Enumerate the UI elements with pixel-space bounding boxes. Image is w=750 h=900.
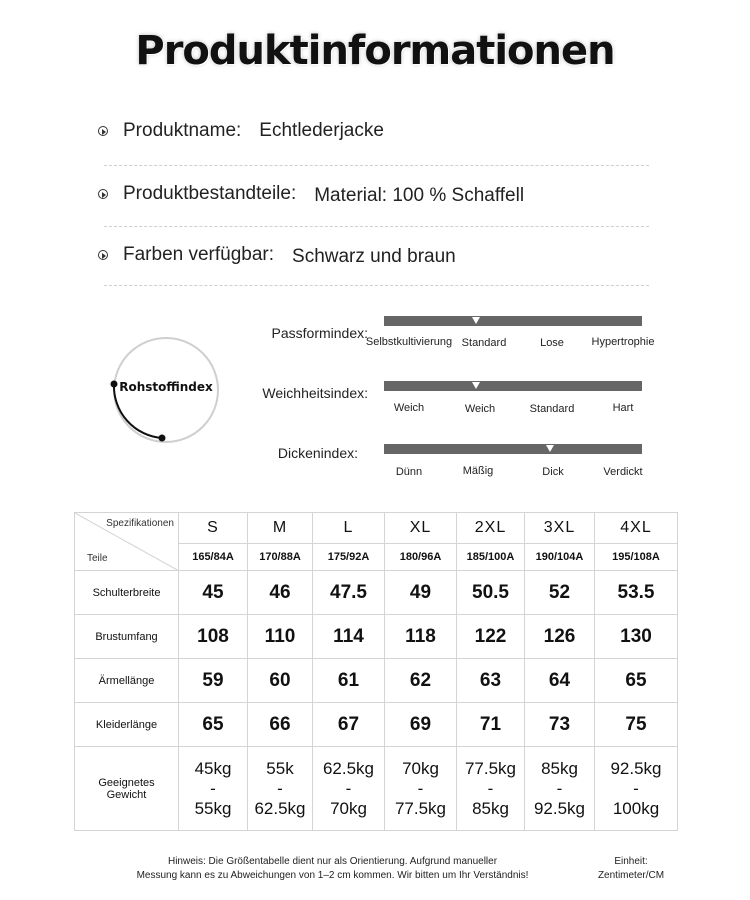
info-value: Material: 100 % Schaffell	[314, 185, 525, 206]
table-row	[75, 659, 678, 703]
table-cell: 69	[385, 703, 457, 747]
size-header: L	[313, 513, 385, 544]
size-note-line: Messung kann es zu Abweichungen von 1–2 cm kommen. Wir bitten um Ihr Verständnis!	[136, 870, 529, 881]
row-label: Kleiderlänge	[75, 703, 179, 747]
body-size-cell: 175/92A	[313, 544, 385, 571]
weight-sep: -	[345, 778, 352, 798]
unit-note-line: Einheit:	[614, 856, 648, 867]
table-cell: 63	[457, 659, 525, 703]
thickness-option: Dick	[542, 466, 564, 478]
weight-from: 55k	[266, 758, 294, 778]
corner-label-spec: Spezifikationen	[106, 518, 174, 529]
softness-option: Weich	[393, 402, 425, 414]
table-cell: 118	[385, 615, 457, 659]
thickness-index-label: Dickenindex:	[277, 445, 358, 461]
table-cell: 62	[385, 659, 457, 703]
table-cell: 65	[179, 703, 248, 747]
table-cell: 73	[525, 703, 595, 747]
table-cell: 108	[179, 615, 248, 659]
raw-index-circle	[108, 332, 218, 442]
table-cell: 59	[179, 659, 248, 703]
weight-cell	[179, 747, 248, 831]
weight-to: 55kg	[194, 798, 232, 818]
divider	[104, 165, 649, 166]
size-header: M	[248, 513, 313, 544]
info-row-product-name	[98, 116, 384, 146]
table-cell: 50.5	[457, 571, 525, 615]
table-cell: 46	[248, 571, 313, 615]
size-header: 2XL	[457, 513, 525, 544]
weight-sep: -	[277, 778, 283, 798]
info-label: Produktname:	[123, 120, 242, 141]
table-cell: 61	[313, 659, 385, 703]
table-row-weight	[75, 747, 678, 831]
table-cell: 71	[457, 703, 525, 747]
table-cell: 110	[248, 615, 313, 659]
table-cell: 122	[457, 615, 525, 659]
size-note-line: Hinweis: Die Größentabelle dient nur als Orientierung. Aufgrund manueller	[167, 856, 498, 867]
table-cell: 65	[595, 659, 678, 703]
selected-marker-icon	[546, 445, 554, 452]
weight-from: 77.5kg	[464, 758, 517, 778]
row-label: Schulterbreite	[75, 571, 179, 615]
weight-from: 85kg	[541, 758, 578, 778]
body-size-cell: 190/104A	[525, 544, 595, 571]
divider	[104, 226, 649, 227]
body-size-cell: 180/96A	[385, 544, 457, 571]
table-cell: 114	[313, 615, 385, 659]
corner-label-parts: Teile	[87, 553, 108, 564]
size-header: 3XL	[525, 513, 595, 544]
softness-option: Weich	[464, 403, 496, 415]
table-cell: 53.5	[595, 571, 678, 615]
thickness-option: Mäßig	[462, 465, 494, 477]
fit-index-bar	[384, 316, 642, 326]
unit-note-line: Zentimeter/CM	[597, 870, 665, 881]
info-label: Farben verfügbar:	[123, 244, 275, 265]
unit-note	[586, 855, 676, 883]
row-label-line: Gewicht	[106, 788, 147, 801]
body-size-cell: 165/84A	[179, 544, 248, 571]
fit-option: Hypertrophie	[591, 336, 655, 348]
weight-cell	[457, 747, 525, 831]
row-label-line: Geeignetes	[98, 776, 155, 789]
divider	[104, 285, 649, 286]
body-size-cell: 185/100A	[457, 544, 525, 571]
row-label	[75, 747, 179, 831]
weight-to: 70kg	[330, 798, 367, 818]
table-cell: 47.5	[313, 571, 385, 615]
table-cell: 67	[313, 703, 385, 747]
fit-option: Lose	[540, 337, 564, 349]
weight-to: 77.5kg	[394, 798, 447, 818]
table-cell: 66	[248, 703, 313, 747]
weight-from: 92.5kg	[610, 758, 662, 778]
thickness-option: Dünn	[395, 466, 423, 478]
weight-cell	[385, 747, 457, 831]
fit-index-label: Passformindex:	[271, 325, 368, 341]
info-value: Echtlederjacke	[259, 120, 384, 141]
table-row	[75, 571, 678, 615]
table-cell: 75	[595, 703, 678, 747]
info-row-product-components	[98, 179, 524, 209]
weight-cell	[313, 747, 385, 831]
selected-marker-icon	[472, 382, 480, 389]
play-bullet-icon	[98, 250, 108, 260]
table-cell: 60	[248, 659, 313, 703]
weight-sep: -	[556, 778, 563, 798]
size-header: 4XL	[595, 513, 678, 544]
weight-sep: -	[487, 778, 494, 798]
info-value: Schwarz und braun	[292, 246, 456, 267]
softness-index-label: Weichheitsindex:	[262, 385, 368, 401]
weight-sep: -	[417, 778, 424, 798]
fit-option: Selbstkultivierung	[365, 336, 453, 348]
softness-index-bar	[384, 381, 642, 391]
table-cell: 45	[179, 571, 248, 615]
table-cell: 52	[525, 571, 595, 615]
raw-index-label: Rohstoffindex	[119, 380, 213, 394]
info-label: Produktbestandteile:	[123, 183, 297, 204]
play-bullet-icon	[98, 189, 108, 199]
weight-sep: -	[633, 778, 639, 798]
softness-option: Hart	[612, 402, 634, 414]
softness-option: Standard	[529, 403, 575, 415]
weight-cell	[248, 747, 313, 831]
weight-cell	[525, 747, 595, 831]
weight-to: 100kg	[612, 798, 660, 818]
info-row-colors	[98, 240, 456, 270]
thickness-index-bar	[384, 444, 642, 454]
table-cell: 126	[525, 615, 595, 659]
selected-marker-icon	[472, 317, 480, 324]
weight-to: 62.5kg	[254, 798, 306, 818]
table-corner-cell	[75, 513, 179, 571]
table-cell: 49	[385, 571, 457, 615]
table-cell: 130	[595, 615, 678, 659]
weight-to: 85kg	[472, 798, 509, 818]
fit-option: Standard	[461, 337, 507, 349]
weight-from: 45kg	[194, 758, 232, 778]
table-row	[75, 703, 678, 747]
row-label: Brustumfang	[75, 615, 179, 659]
weight-sep: -	[210, 778, 216, 798]
table-row	[75, 615, 678, 659]
weight-cell	[595, 747, 678, 831]
size-header: S	[179, 513, 248, 544]
weight-from: 70kg	[402, 758, 439, 778]
row-label: Ärmellänge	[75, 659, 179, 703]
page-title: Produktinformationen	[135, 28, 615, 74]
weight-from: 62.5kg	[322, 758, 375, 778]
body-size-cell: 195/108A	[595, 544, 678, 571]
weight-to: 92.5kg	[533, 798, 586, 818]
table-header-row	[75, 513, 678, 544]
table-cell: 64	[525, 659, 595, 703]
play-bullet-icon	[98, 126, 108, 136]
size-table	[74, 512, 678, 831]
thickness-option: Verdickt	[603, 466, 643, 478]
body-size-cell: 170/88A	[248, 544, 313, 571]
size-header: XL	[385, 513, 457, 544]
size-note	[90, 855, 575, 883]
